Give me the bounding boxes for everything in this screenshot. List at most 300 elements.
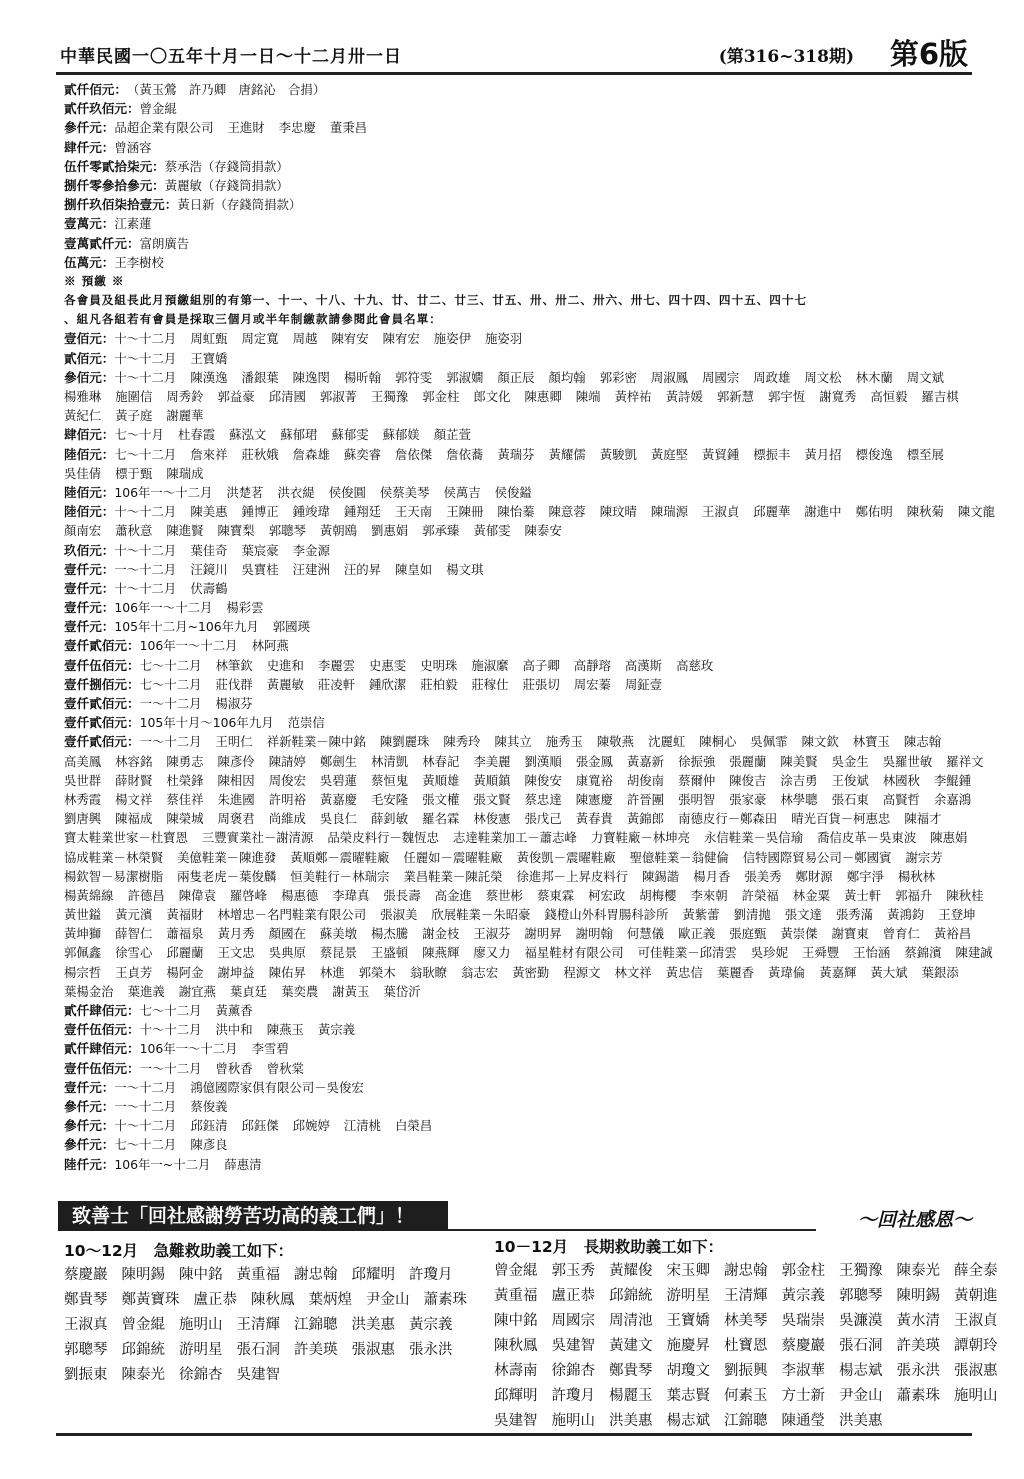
- donor-names: [140, 99, 177, 118]
- donor-entry: 陳桐心: [699, 734, 737, 750]
- donor-entry: 黃耀儒: [548, 446, 586, 462]
- donor-entry: 黃月招: [804, 446, 842, 462]
- donor-names: [177, 195, 301, 214]
- donor-entry: 王天南: [395, 504, 433, 520]
- donor-line: [64, 425, 984, 444]
- donor-line: [64, 809, 984, 828]
- donor-entry: 業昌鞋業－陳託榮: [403, 868, 503, 884]
- donor-entry: 徐雪心: [115, 945, 153, 961]
- volunteer-name: 楊志斌: [666, 1413, 710, 1429]
- donor-entry: 施姿羽: [484, 331, 523, 347]
- donor-entry: 鍾翔廷: [343, 504, 382, 520]
- donor-entry: 黃駿凱: [599, 446, 637, 462]
- issue-number: (第316~318期): [718, 47, 854, 67]
- donor-entry: 品榮皮料行－魏恆忠: [327, 830, 439, 846]
- donor-names: [114, 1155, 261, 1174]
- donor-entry: 黃福財: [166, 907, 204, 923]
- donor-entry: 吳良仁: [319, 811, 358, 827]
- donor-entry: 黃麗敏（存錢筒捐款）: [164, 177, 289, 193]
- volunteer-name: 蕭素珠: [423, 1292, 467, 1308]
- donor-entry: 曾育仁: [882, 926, 920, 942]
- donor-names: [114, 118, 367, 137]
- donor-entry: 郭榮木: [358, 964, 396, 980]
- donor-entry: 黃裕昌: [933, 926, 972, 942]
- donor-entry: 郭承臻: [422, 523, 460, 539]
- donor-entry: 黃元濱: [115, 907, 153, 923]
- donor-entry: 王進財: [227, 120, 265, 136]
- donor-names: [64, 982, 421, 1001]
- donor-entry: 康寬裕: [575, 772, 613, 788]
- amount-label: 陸佰元：: [64, 484, 115, 500]
- donor-entry: 106年一～十二月: [114, 600, 213, 616]
- donor-entry: 蘇泓文: [229, 427, 267, 443]
- donor-entry: 羅吉棋: [921, 389, 959, 404]
- donor-entry: 十～十二月: [114, 1118, 177, 1134]
- donor-entry: 陳其立: [494, 734, 532, 750]
- donor-entry: 周淑鳳: [650, 369, 689, 385]
- donor-entry: 黃密勤: [512, 964, 550, 980]
- donor-names: [114, 1116, 432, 1135]
- donor-entry: 江清桃: [343, 1118, 382, 1134]
- donor-entry: 林金粟: [792, 887, 830, 903]
- donor-entry: 張戊己: [524, 811, 562, 827]
- donor-entry: 張文賢: [473, 791, 511, 807]
- donor-entry: 蘇郁珺: [280, 427, 318, 443]
- donor-names: [140, 675, 663, 694]
- donor-entry: 謝宗芳: [905, 849, 943, 865]
- volunteer-name: 王清輝: [236, 1317, 280, 1333]
- donor-entry: 鄭佑明: [855, 504, 893, 520]
- donor-entry: 高金進: [434, 887, 472, 903]
- donor-line: [64, 1059, 984, 1078]
- volunteer-name: 邱錦統: [121, 1342, 165, 1358]
- donor-entry: 陳逸閔: [292, 369, 330, 385]
- donor-entry: 十～十二月: [114, 350, 177, 366]
- donor-names: [140, 694, 253, 713]
- volunteer-name: 蔡慶巖: [64, 1267, 108, 1283]
- donor-entry: 楊惠德: [281, 887, 319, 903]
- amount-label: 貳仟佰元：: [64, 82, 127, 97]
- volunteer-name: 周國宗: [551, 1313, 595, 1329]
- notice-line: 各會員及組長此月預繳組別的有第一、十一、十八、十九、廿、廿二、廿三、廿五、卅、卅二、卅六、卅七、四十四、四十五、四十七: [64, 293, 808, 308]
- donor-entry: 恒美鞋行－林瑞宗: [290, 868, 390, 884]
- donor-entry: 陳請婷: [268, 753, 306, 769]
- volunteer-row: [64, 1288, 481, 1313]
- amount-label: 捌仟玖佰柒拾壹元：: [64, 197, 178, 213]
- donor-entry: 尚維成: [268, 811, 306, 827]
- donor-entry: 王舜豐: [801, 945, 840, 961]
- volunteer-name: 許美瑛: [896, 1338, 940, 1354]
- donor-entry: 涂吉勇: [780, 772, 818, 788]
- amount-label: 貳佰元：: [64, 350, 115, 366]
- longterm-volunteers-title: 10－12月 長期救助義工如下：: [494, 1238, 724, 1256]
- donor-names: [64, 464, 204, 483]
- volunteer-row: [494, 1259, 1012, 1284]
- donor-names: [64, 752, 983, 771]
- donor-names: [64, 387, 959, 406]
- donor-entry: 黃貿鍾: [702, 446, 740, 462]
- donor-entry: 陳瑞源: [650, 504, 689, 520]
- donor-entry: 蘇郁媄: [382, 427, 420, 443]
- donor-line: [64, 560, 984, 579]
- donor-entry: 杜春霞: [177, 427, 216, 443]
- volunteer-row: [494, 1309, 1012, 1334]
- donor-names: [114, 617, 310, 636]
- donor-entry: 郭宇恆: [768, 389, 806, 404]
- donor-entry: 高漢斯: [624, 657, 663, 673]
- amount-label: 肆佰元：: [64, 427, 115, 443]
- donor-entry: 歐正義: [678, 926, 716, 942]
- volunteer-name: 曾金緄: [494, 1263, 538, 1279]
- donor-entry: 王寶嬌: [190, 350, 228, 366]
- donor-entry: 曾秋棠: [266, 1060, 304, 1076]
- donor-entry: 品超企業有限公司: [114, 120, 214, 136]
- volunteer-row: [64, 1338, 481, 1363]
- donor-names: [114, 214, 151, 233]
- amount-label: 參仟元：: [64, 120, 115, 136]
- amount-label: 參仟元：: [64, 1098, 115, 1114]
- donor-entry: 吳寶桂: [241, 561, 279, 577]
- donor-names: [64, 924, 971, 943]
- donor-line: [64, 387, 984, 406]
- donor-names: [114, 579, 227, 598]
- donor-entry: 標俊逸: [855, 446, 893, 462]
- volunteer-name: 張淑惠: [351, 1342, 395, 1358]
- donor-line: [64, 867, 984, 886]
- donor-entry: 蕭秋意: [115, 523, 153, 539]
- donor-line: [64, 617, 984, 636]
- donor-entry: 黃紀仁: [64, 408, 102, 424]
- donor-entry: 王陳冊: [446, 504, 484, 520]
- longterm-volunteers: [494, 1235, 1012, 1434]
- volunteer-name: 楊志斌: [839, 1363, 883, 1379]
- donor-entry: 陳惠娟: [930, 830, 968, 846]
- donor-entry: 陳榮城: [166, 811, 204, 827]
- donor-entry: 王貞芳: [115, 964, 153, 980]
- donor-entry: 郭彩密: [599, 369, 637, 385]
- donor-entry: 陳美惠: [190, 504, 228, 520]
- donor-entry: 許榮福: [741, 887, 779, 903]
- donor-entry: 一～十二月: [114, 561, 177, 577]
- donor-entry: 力寶鞋廠－林坤亮: [590, 830, 690, 846]
- donor-entry: 蔡昆景: [319, 945, 358, 961]
- donor-entry: 林文祥: [614, 964, 652, 980]
- donor-entry: 葉岱沂: [383, 983, 421, 999]
- volunteer-name: 王清輝: [724, 1288, 768, 1304]
- donor-entry: 錢橙山外科胃腸科診所: [544, 907, 669, 923]
- donor-entry: 陳佑昇: [268, 964, 306, 980]
- donor-line: [64, 329, 984, 348]
- volunteer-name: 黃重福: [494, 1288, 538, 1304]
- volunteer-name: 尹金山: [839, 1388, 883, 1404]
- edition-number: 第6版: [889, 37, 968, 71]
- donor-line: [64, 406, 984, 425]
- amount-label: 陸仟元：: [64, 1156, 115, 1172]
- donor-entry: 七～十二月: [139, 676, 202, 692]
- donor-entry: 七～十二月: [139, 657, 202, 673]
- donor-entry: 陳進賢: [166, 523, 204, 539]
- donor-entry: 翁志宏: [460, 964, 499, 980]
- amount-label: 壹仟貳佰元：: [64, 734, 140, 750]
- donor-entry: 陳瑞成: [166, 465, 204, 481]
- donor-entry: 葉進義: [127, 983, 165, 999]
- volunteer-name: 鄭貴琴: [609, 1363, 653, 1379]
- notice-line: ※ 預繳 ※: [64, 273, 125, 288]
- donor-entry: 陳文龍: [957, 504, 996, 520]
- donor-entry: 周秀鈴: [166, 389, 204, 404]
- donor-entry: 周文松: [804, 369, 842, 385]
- volunteer-name: 郭聰琴: [64, 1342, 108, 1358]
- donor-names: [114, 368, 944, 387]
- donor-entry: 郭金柱: [422, 389, 460, 404]
- donor-entry: 黃朝鴎: [319, 523, 358, 539]
- donor-entry: 顏國在: [268, 926, 306, 942]
- volunteer-row: [494, 1334, 1012, 1359]
- volunteer-name: 洪美惠: [609, 1413, 653, 1429]
- volunteer-name: 宋玉卿: [666, 1263, 710, 1279]
- donor-names: [64, 771, 971, 790]
- donor-entry: 黃鴻鈞: [887, 907, 925, 923]
- donor-names: [114, 329, 522, 348]
- donor-entry: 陳美賢: [780, 753, 818, 769]
- donor-entry: 莊稼仕: [471, 676, 509, 692]
- donor-line: [64, 1116, 984, 1135]
- volunteer-name: 王淑真: [64, 1317, 108, 1333]
- donor-entry: 美億鞋業－陳進發: [177, 849, 277, 865]
- donor-entry: 黃梓祐: [614, 389, 652, 404]
- volunteer-banner: 致善士「回社感謝勞苦功高的義工們」！: [58, 1201, 448, 1231]
- donor-entry: 周定寬: [241, 331, 279, 347]
- volunteer-name: 林美琴: [724, 1313, 768, 1329]
- donor-entry: 欣展鞋業－朱昭豪: [431, 907, 531, 923]
- donor-entry: 陳秋菊: [906, 504, 944, 520]
- banner-divider: [448, 1229, 816, 1231]
- donor-names: [140, 1001, 253, 1020]
- volunteer-name: 張淑惠: [954, 1363, 998, 1379]
- donor-entry: 吳世群: [64, 772, 102, 788]
- donor-entry: 十～十二月: [114, 580, 177, 596]
- donor-entry: 黃宗義: [317, 1022, 356, 1038]
- donor-entry: 黃紫蕾: [682, 907, 720, 923]
- donor-entry: 陳秋桂: [946, 887, 984, 903]
- donor-entry: 劉清拋: [733, 907, 771, 923]
- donor-entry: 楊彩雲: [226, 600, 264, 616]
- donor-entry: 蘇奕睿: [343, 446, 382, 462]
- donor-entry: 106年一～十二月: [139, 1041, 238, 1057]
- amount-label: 壹仟捌佰元：: [64, 676, 140, 692]
- volunteer-name: 許美瑛: [294, 1342, 338, 1358]
- donor-entry: 劉漢順: [524, 753, 562, 769]
- donor-entry: 蔡恒鬼: [371, 772, 409, 788]
- volunteer-name: 杜寶恩: [724, 1338, 768, 1354]
- donor-names: [114, 1097, 227, 1116]
- donor-entry: 王登坤: [938, 907, 976, 923]
- donor-line: [64, 502, 996, 521]
- donor-entry: 陳勇志: [166, 753, 204, 769]
- volunteer-name: 吳濂漠: [839, 1313, 883, 1329]
- volunteer-name: 陳明錫: [896, 1288, 940, 1304]
- donor-names: [127, 80, 325, 99]
- donor-entry: 羅祥文: [946, 753, 984, 769]
- donor-entry: 謝宜燕: [178, 983, 216, 999]
- donor-entry: 邱清國: [268, 389, 306, 404]
- donor-entry: 洪衣緹: [277, 484, 315, 500]
- donor-entry: 葉楊金治: [64, 983, 114, 999]
- donor-entry: 林俊憲: [473, 811, 511, 827]
- amount-label: 參仟元：: [64, 1118, 115, 1134]
- donor-entry: 莊秋娥: [241, 446, 279, 462]
- donor-entry: 黃錦郎: [626, 811, 665, 827]
- donor-entry: 郭益豪: [217, 389, 255, 404]
- donor-names: [140, 234, 190, 253]
- donor-entry: 陳憲慶: [575, 791, 613, 807]
- donor-entry: 十～十二月: [139, 1022, 202, 1038]
- donor-entry: 黃嘉新: [626, 753, 665, 769]
- donor-entry: 鴻億國際家俱有限公司－吳俊宏: [190, 1079, 364, 1095]
- donor-entry: 林進: [319, 964, 345, 980]
- donor-entry: 洪楚茗: [226, 484, 264, 500]
- donor-entry: 劉惠娟: [371, 523, 409, 539]
- donor-names: [140, 1020, 355, 1039]
- donor-entry: 任麗如－震曜鞋廠: [403, 849, 503, 865]
- donor-line: [64, 521, 984, 540]
- donor-entry: 黃瑋倫: [768, 964, 806, 980]
- donor-entry: 王淑貞: [702, 504, 740, 520]
- donor-entry: 顏芷萱: [433, 427, 471, 443]
- donor-entry: 黃順鎮: [473, 772, 511, 788]
- donor-entry: 胡梅櫻: [639, 887, 677, 903]
- donor-entry: 李麗雲: [317, 657, 356, 673]
- donor-entry: 陳建誠: [955, 945, 993, 961]
- amount-label: 壹仟伍佰元：: [64, 1060, 140, 1076]
- donor-entry: 薛釗敏: [371, 811, 409, 827]
- donor-entry: 標振丰: [753, 446, 791, 462]
- amount-label: 參佰元：: [64, 369, 115, 385]
- donor-entry: 董秉昌: [329, 120, 368, 136]
- donor-entry: 林阿燕: [251, 638, 289, 654]
- volunteer-name: 陳泰光: [121, 1367, 165, 1383]
- donor-entry: 陳彥良: [190, 1137, 228, 1153]
- donor-entry: 王李樹校: [114, 254, 164, 270]
- volunteer-name: 方士新: [781, 1388, 825, 1404]
- donor-entry: 106年一～十二月: [114, 484, 213, 500]
- volunteer-name: 鄭黃寶珠: [121, 1292, 180, 1308]
- amount-label: 貳仟肆佰元：: [64, 1041, 140, 1057]
- donor-entry: 一～十二月: [114, 1098, 177, 1114]
- volunteer-name: 吳瑞崇: [781, 1313, 825, 1329]
- donor-entry: 陳惠卿: [524, 389, 562, 404]
- donor-entry: 聖億鞋業－翁健倫: [629, 849, 729, 865]
- donor-entry: 吳羅世敏: [882, 753, 933, 769]
- donor-entry: 陳玟晴: [599, 504, 637, 520]
- volunteer-name: 鄭貴琴: [64, 1292, 108, 1308]
- donor-entry: 侯俊圓: [328, 484, 366, 500]
- volunteer-name: 施明山: [954, 1388, 998, 1404]
- donor-entry: 一～十二月: [114, 1079, 177, 1095]
- amount-label: 壹仟貳佰元：: [64, 715, 140, 731]
- donor-entry: 七～十二月: [114, 446, 177, 462]
- volunteer-row: [494, 1359, 1012, 1384]
- donor-entry: 高恒毅: [870, 389, 908, 404]
- volunteer-name: 吳建智: [236, 1367, 280, 1383]
- donor-entry: 邱婉婷: [292, 1118, 330, 1134]
- donor-entry: 鍾竣瑋: [292, 504, 330, 520]
- volunteer-name: 劉振興: [724, 1363, 768, 1379]
- donor-entry: 陳錫諧: [642, 868, 680, 884]
- volunteer-name: 林壽南: [494, 1363, 538, 1379]
- donor-names: [114, 541, 329, 560]
- volunteer-name: 何素玉: [724, 1388, 768, 1404]
- donor-entry: 喬信皮革－吳東波: [817, 830, 917, 846]
- donor-entry: 邱鈺清: [190, 1118, 228, 1134]
- volunteer-name: 謝忠翰: [294, 1267, 338, 1283]
- donor-entry: 曾金緄: [139, 101, 177, 117]
- donor-entry: 林增忠－名門鞋業有限公司: [217, 907, 367, 923]
- volunteer-name: 李淑華: [781, 1363, 825, 1379]
- donor-entry: 蘇美墩: [319, 926, 358, 942]
- donor-entry: 葉宸豪: [241, 542, 279, 558]
- donor-entry: 陳宥宏: [382, 331, 420, 347]
- donor-entry: 黃大斌: [870, 964, 908, 980]
- donor-names: [140, 656, 714, 675]
- donor-entry: 105年十月～106年九月: [139, 715, 274, 731]
- donor-entry: 吳碧蓮: [319, 772, 358, 788]
- amount-label: 陸佰元：: [64, 504, 115, 520]
- donor-entry: 劉唐興: [64, 811, 102, 827]
- donor-entry: 一～十二月: [139, 696, 202, 711]
- amount-label: 壹仟元：: [64, 619, 115, 635]
- donor-entry: 林學聰: [780, 791, 818, 807]
- donor-entry: 陳皇如: [395, 561, 433, 577]
- volunteer-name: 游明星: [179, 1342, 223, 1358]
- donor-entry: 程源文: [563, 964, 601, 980]
- donor-entry: 楊杰騰: [371, 926, 409, 942]
- donor-entry: 郭國瑛: [272, 619, 310, 635]
- donor-entry: 周越: [292, 331, 318, 347]
- donor-entry: 周俊宏: [268, 772, 306, 788]
- donor-entry: 莊伐群: [215, 676, 253, 692]
- amount-label: 壹仟貳佰元：: [64, 696, 140, 711]
- donor-entry: 汪鏡川: [190, 561, 228, 577]
- donor-entry: 協成鞋業－林榮賢: [64, 849, 164, 865]
- donor-line: [64, 138, 984, 157]
- amount-label: 伍仟零貳拾柒元：: [64, 158, 165, 174]
- donor-names: [114, 483, 531, 502]
- donor-entry: 詹來祥: [190, 446, 228, 462]
- donor-entry: 徐振強: [678, 753, 716, 769]
- donor-entry: 謝進中: [804, 504, 842, 520]
- donor-entry: 鍾博正: [241, 504, 279, 520]
- donor-line: [64, 195, 984, 214]
- donor-entry: 一～十二月: [139, 734, 202, 750]
- volunteer-name: 陳泰光: [896, 1263, 940, 1279]
- amount-label: 壹仟元：: [64, 1079, 115, 1095]
- donor-names: [64, 406, 204, 425]
- amount-label: 陸佰元：: [64, 446, 115, 462]
- donor-names: [114, 560, 483, 579]
- donor-entry: 標于甄: [115, 465, 153, 481]
- donor-entry: 陳偉袁: [178, 887, 216, 903]
- amount-label: 玖佰元：: [64, 542, 115, 558]
- donor-line: [64, 636, 984, 655]
- donor-entry: 楊文祥: [115, 791, 153, 807]
- donor-entry: （黃玉鶯 許乃卿 唐銘沁 合捐）: [126, 82, 326, 97]
- volunteer-name: 施明山: [551, 1413, 595, 1429]
- volunteer-name: 譚朝玲: [954, 1338, 998, 1354]
- donor-entry: 林寶玉: [852, 734, 890, 750]
- volunteer-name: 尹金山: [366, 1292, 410, 1308]
- donor-entry: 楊淑芬: [215, 696, 253, 711]
